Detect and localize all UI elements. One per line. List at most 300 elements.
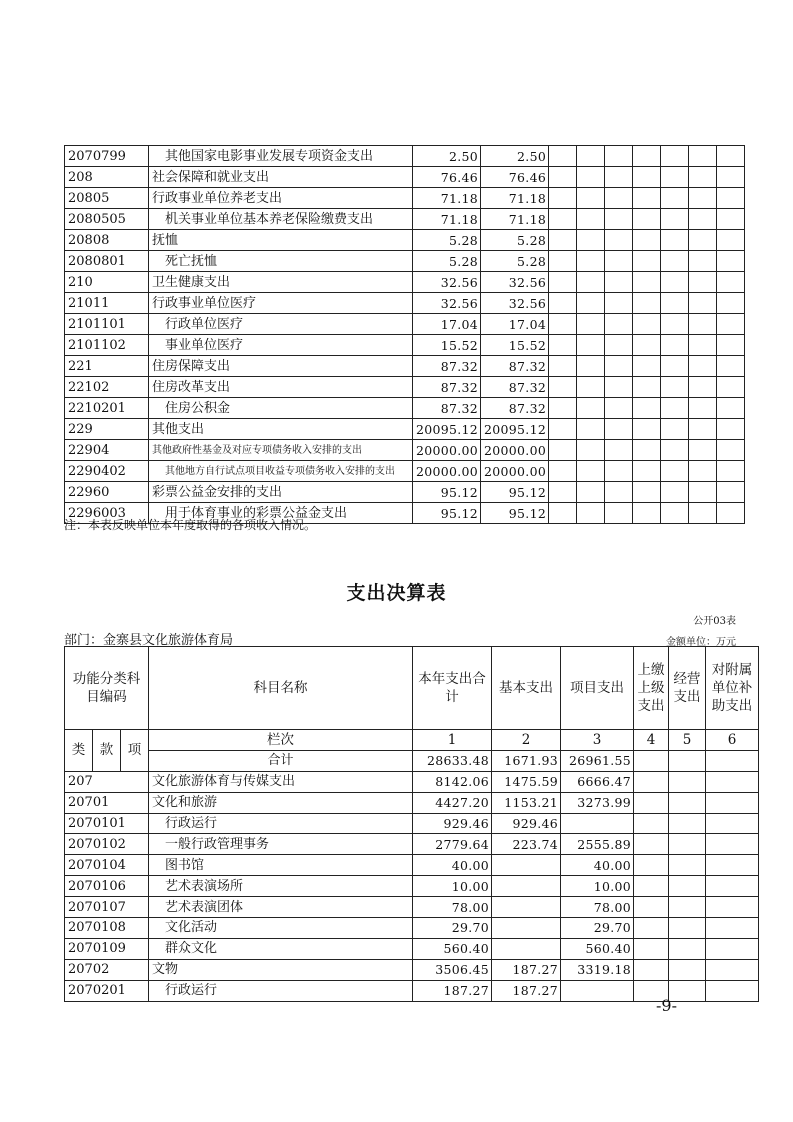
row-total: 4427.20 [413, 792, 492, 813]
row-name: 行政运行 [149, 980, 413, 1001]
empty-cell [549, 251, 577, 272]
row-name: 其他地方自行试点项目收益专项债务收入安排的支出 [149, 461, 413, 482]
header-subsidy: 对附属单位补助支出 [706, 647, 759, 730]
empty-cell [633, 251, 661, 272]
empty-cell [661, 356, 689, 377]
col-index-2: 2 [492, 730, 561, 751]
empty-cell [605, 377, 633, 398]
row-upper [634, 938, 669, 959]
empty-cell [717, 188, 745, 209]
empty-cell [717, 209, 745, 230]
row-name: 社会保障和就业支出 [149, 167, 413, 188]
empty-cell [605, 146, 633, 167]
empty-cell [661, 440, 689, 461]
row-subsidy [706, 897, 759, 918]
row-project [561, 813, 634, 834]
row-name: 其他国家电影事业发展专项资金支出 [149, 146, 413, 167]
row-upper [634, 771, 669, 792]
empty-cell [717, 335, 745, 356]
row-code: 207 [65, 771, 149, 792]
row-basic: 1475.59 [492, 771, 561, 792]
empty-cell [689, 377, 717, 398]
empty-cell [605, 335, 633, 356]
row-upper [634, 813, 669, 834]
empty-cell [633, 398, 661, 419]
row-name: 行政运行 [149, 813, 413, 834]
row-name: 一般行政管理事务 [149, 834, 413, 855]
empty-cell [577, 440, 605, 461]
table-row [65, 146, 745, 167]
row-amount-2: 2.50 [481, 146, 549, 167]
row-code: 22960 [65, 482, 149, 503]
empty-cell [717, 398, 745, 419]
row-project [561, 980, 634, 1001]
row-amount: 20000.00 [413, 440, 481, 461]
empty-cell [605, 461, 633, 482]
table-row [65, 377, 745, 398]
empty-cell [549, 188, 577, 209]
row-amount-2: 20000.00 [481, 461, 549, 482]
table-row [65, 167, 745, 188]
col-index-3: 3 [561, 730, 634, 751]
empty-cell [717, 146, 745, 167]
row-code: 20808 [65, 230, 149, 251]
row-name: 住房公积金 [149, 398, 413, 419]
row-amount-2: 95.12 [481, 503, 549, 524]
empty-cell [633, 230, 661, 251]
row-project: 29.70 [561, 918, 634, 939]
row-amount: 32.56 [413, 272, 481, 293]
header-project: 项目支出 [561, 647, 634, 730]
empty-cell [605, 398, 633, 419]
table-row [65, 188, 745, 209]
row-code: 2070201 [65, 980, 149, 1001]
row-code: 2101101 [65, 314, 149, 335]
empty-cell [577, 293, 605, 314]
empty-cell [689, 356, 717, 377]
row-code: 22102 [65, 377, 149, 398]
empty-cell [717, 356, 745, 377]
row-business [669, 938, 706, 959]
row-subsidy [706, 980, 759, 1001]
row-business [669, 771, 706, 792]
empty-cell [717, 482, 745, 503]
empty-cell [605, 272, 633, 293]
row-project: 3273.99 [561, 792, 634, 813]
row-amount-2: 87.32 [481, 377, 549, 398]
table-row [65, 461, 745, 482]
row-subsidy [706, 938, 759, 959]
table-row [65, 482, 745, 503]
row-subsidy [706, 813, 759, 834]
row-code: 21011 [65, 293, 149, 314]
empty-cell [661, 230, 689, 251]
empty-cell [661, 167, 689, 188]
table-row [65, 938, 759, 959]
row-name: 死亡抚恤 [149, 251, 413, 272]
empty-cell [549, 461, 577, 482]
empty-cell [633, 356, 661, 377]
page-title: 支出决算表 [346, 582, 447, 604]
row-name: 行政事业单位养老支出 [149, 188, 413, 209]
empty-cell [549, 293, 577, 314]
row-code: 2101102 [65, 335, 149, 356]
row-name: 文物 [149, 959, 413, 980]
row-amount-2: 20095.12 [481, 419, 549, 440]
col-index-4: 4 [634, 730, 669, 751]
row-amount: 71.18 [413, 209, 481, 230]
table-row [65, 356, 745, 377]
table-row [65, 272, 745, 293]
col-index-1: 1 [413, 730, 492, 751]
row-total: 29.70 [413, 918, 492, 939]
row-basic [492, 897, 561, 918]
row-basic [492, 918, 561, 939]
row-basic [492, 938, 561, 959]
table-row [65, 293, 745, 314]
row-subsidy [706, 771, 759, 792]
row-name: 事业单位医疗 [149, 335, 413, 356]
empty-cell [605, 167, 633, 188]
table-row [65, 792, 759, 813]
empty-cell [605, 419, 633, 440]
row-code: 2070107 [65, 897, 149, 918]
empty-cell [549, 314, 577, 335]
row-amount: 20095.12 [413, 419, 481, 440]
empty-cell [717, 377, 745, 398]
table-row [65, 959, 759, 980]
row-subsidy [706, 876, 759, 897]
row-business [669, 855, 706, 876]
row-code: 2210201 [65, 398, 149, 419]
row-project: 3319.18 [561, 959, 634, 980]
empty-cell [661, 314, 689, 335]
row-amount: 17.04 [413, 314, 481, 335]
row-amount: 87.32 [413, 356, 481, 377]
row-subsidy [706, 855, 759, 876]
empty-cell [549, 146, 577, 167]
row-project: 78.00 [561, 897, 634, 918]
row-name: 文化活动 [149, 918, 413, 939]
table-row [65, 335, 745, 356]
empty-cell [689, 167, 717, 188]
row-total: 187.27 [413, 980, 492, 1001]
row-amount-2: 20000.00 [481, 440, 549, 461]
row-amount-2: 32.56 [481, 293, 549, 314]
empty-cell [633, 440, 661, 461]
row-name: 群众文化 [149, 938, 413, 959]
empty-cell [633, 461, 661, 482]
row-basic [492, 876, 561, 897]
empty-cell [605, 356, 633, 377]
row-upper [634, 918, 669, 939]
empty-cell [689, 146, 717, 167]
row-project: 560.40 [561, 938, 634, 959]
header-upper: 上缴上级支出 [634, 647, 669, 730]
empty-cell [633, 314, 661, 335]
row-total: 8142.06 [413, 771, 492, 792]
empty-cell [661, 146, 689, 167]
row-name: 其他支出 [149, 419, 413, 440]
row-code: 221 [65, 356, 149, 377]
empty-cell [577, 146, 605, 167]
empty-cell [661, 377, 689, 398]
row-code: 208 [65, 167, 149, 188]
row-total: 10.00 [413, 876, 492, 897]
empty-cell [577, 461, 605, 482]
empty-cell [605, 440, 633, 461]
row-amount-2: 5.28 [481, 251, 549, 272]
empty-cell [577, 209, 605, 230]
table-row [65, 771, 759, 792]
row-code: 2070104 [65, 855, 149, 876]
empty-cell [661, 209, 689, 230]
empty-cell [689, 461, 717, 482]
row-code: 2290402 [65, 461, 149, 482]
empty-cell [605, 230, 633, 251]
sum-label: 合计 [149, 750, 413, 771]
row-name: 文化旅游体育与传媒支出 [149, 771, 413, 792]
empty-cell [549, 272, 577, 293]
empty-cell [689, 272, 717, 293]
empty-cell [577, 167, 605, 188]
amount-unit-label: 金额单位：万元 [666, 637, 736, 648]
row-total: 2779.64 [413, 834, 492, 855]
empty-cell [577, 272, 605, 293]
empty-cell [689, 209, 717, 230]
empty-cell [633, 419, 661, 440]
empty-cell [633, 293, 661, 314]
empty-cell [605, 188, 633, 209]
row-amount-2: 32.56 [481, 272, 549, 293]
empty-cell [717, 293, 745, 314]
row-name: 行政单位医疗 [149, 314, 413, 335]
sum-project: 26961.55 [561, 750, 634, 771]
table-row [65, 897, 759, 918]
row-amount: 32.56 [413, 293, 481, 314]
row-basic: 929.46 [492, 813, 561, 834]
income-table-continued [64, 145, 745, 524]
row-name: 彩票公益金安排的支出 [149, 482, 413, 503]
empty-cell [661, 335, 689, 356]
empty-cell [689, 398, 717, 419]
table-row [65, 876, 759, 897]
empty-cell [605, 503, 633, 524]
empty-cell [577, 335, 605, 356]
empty-cell [689, 335, 717, 356]
row-name: 住房保障支出 [149, 356, 413, 377]
header-code: 功能分类科目编码 [65, 647, 149, 730]
empty-cell [633, 482, 661, 503]
header-business: 经营支出 [669, 647, 706, 730]
row-subsidy [706, 918, 759, 939]
empty-cell [633, 272, 661, 293]
empty-cell [633, 209, 661, 230]
table-row [65, 209, 745, 230]
row-code: 2080801 [65, 251, 149, 272]
row-name: 艺术表演团体 [149, 897, 413, 918]
empty-cell [577, 188, 605, 209]
row-basic: 187.27 [492, 980, 561, 1001]
header-xiang: 项 [121, 730, 149, 772]
row-total: 929.46 [413, 813, 492, 834]
row-business [669, 813, 706, 834]
empty-cell [689, 314, 717, 335]
row-code: 2296003 [65, 503, 149, 524]
row-amount: 5.28 [413, 230, 481, 251]
empty-cell [549, 398, 577, 419]
empty-cell [661, 482, 689, 503]
row-code: 20701 [65, 792, 149, 813]
empty-cell [661, 293, 689, 314]
row-code: 20702 [65, 959, 149, 980]
sum-subsidy [706, 750, 759, 771]
empty-cell [661, 461, 689, 482]
table-row [65, 398, 745, 419]
row-upper [634, 897, 669, 918]
empty-cell [549, 482, 577, 503]
sum-basic: 1671.93 [492, 750, 561, 771]
row-business [669, 834, 706, 855]
row-amount-2: 17.04 [481, 314, 549, 335]
row-amount: 71.18 [413, 188, 481, 209]
form-number: 公开03表 [693, 616, 736, 627]
empty-cell [549, 440, 577, 461]
row-name: 行政事业单位医疗 [149, 293, 413, 314]
row-code: 2080505 [65, 209, 149, 230]
row-code: 20805 [65, 188, 149, 209]
empty-cell [577, 356, 605, 377]
table-row [65, 813, 759, 834]
empty-cell [689, 230, 717, 251]
empty-cell [661, 503, 689, 524]
empty-cell [717, 272, 745, 293]
table-row [65, 855, 759, 876]
empty-cell [689, 482, 717, 503]
row-name: 卫生健康支出 [149, 272, 413, 293]
empty-cell [549, 377, 577, 398]
empty-cell [549, 335, 577, 356]
department-label: 部门：金寨县文化旅游体育局 [64, 633, 234, 648]
row-subsidy [706, 959, 759, 980]
row-total: 78.00 [413, 897, 492, 918]
empty-cell [717, 461, 745, 482]
empty-cell [605, 482, 633, 503]
row-code: 2070799 [65, 146, 149, 167]
empty-cell [717, 440, 745, 461]
table-row [65, 980, 759, 1001]
empty-cell [661, 419, 689, 440]
empty-cell [661, 272, 689, 293]
expenditure-table [64, 646, 759, 1002]
table-row [65, 918, 759, 939]
row-basic: 187.27 [492, 959, 561, 980]
row-name: 机关事业单位基本养老保险缴费支出 [149, 209, 413, 230]
row-amount: 15.52 [413, 335, 481, 356]
empty-cell [689, 251, 717, 272]
column-index-row [65, 730, 759, 751]
empty-cell [605, 251, 633, 272]
row-code: 2070108 [65, 918, 149, 939]
empty-cell [717, 503, 745, 524]
empty-cell [605, 293, 633, 314]
empty-cell [549, 419, 577, 440]
header-total: 本年支出合计 [413, 647, 492, 730]
row-upper [634, 959, 669, 980]
row-amount: 5.28 [413, 251, 481, 272]
row-amount: 95.12 [413, 503, 481, 524]
row-name: 艺术表演场所 [149, 876, 413, 897]
table-note: 注：本表反映单位本年度取得的各项收入情况。 [64, 518, 317, 532]
header-basic: 基本支出 [492, 647, 561, 730]
empty-cell [549, 503, 577, 524]
page-number: -9- [656, 996, 677, 1015]
row-amount-2: 71.18 [481, 188, 549, 209]
sum-total: 28633.48 [413, 750, 492, 771]
empty-cell [605, 314, 633, 335]
empty-cell [689, 188, 717, 209]
row-code: 229 [65, 419, 149, 440]
row-project: 6666.47 [561, 771, 634, 792]
empty-cell [549, 209, 577, 230]
empty-cell [633, 167, 661, 188]
row-amount-2: 76.46 [481, 167, 549, 188]
empty-cell [717, 251, 745, 272]
empty-cell [717, 167, 745, 188]
empty-cell [689, 503, 717, 524]
table-row [65, 230, 745, 251]
row-name: 其他政府性基金及对应专项债务收入安排的支出 [149, 440, 413, 461]
empty-cell [633, 503, 661, 524]
row-business [669, 897, 706, 918]
empty-cell [577, 419, 605, 440]
row-upper [634, 876, 669, 897]
row-amount: 87.32 [413, 377, 481, 398]
row-upper [634, 855, 669, 876]
row-business [669, 876, 706, 897]
row-amount-2: 15.52 [481, 335, 549, 356]
empty-cell [661, 188, 689, 209]
row-total: 40.00 [413, 855, 492, 876]
empty-cell [577, 230, 605, 251]
row-subsidy [706, 792, 759, 813]
row-amount-2: 95.12 [481, 482, 549, 503]
row-project: 40.00 [561, 855, 634, 876]
empty-cell [689, 293, 717, 314]
row-subsidy [706, 834, 759, 855]
empty-cell [577, 314, 605, 335]
row-amount: 87.32 [413, 398, 481, 419]
row-code: 210 [65, 272, 149, 293]
table-row [65, 419, 745, 440]
row-name: 图书馆 [149, 855, 413, 876]
row-code: 22904 [65, 440, 149, 461]
col-index-5: 5 [669, 730, 706, 751]
empty-cell [549, 167, 577, 188]
row-upper [634, 834, 669, 855]
sum-business [669, 750, 706, 771]
empty-cell [577, 503, 605, 524]
row-business [669, 959, 706, 980]
table-row [65, 834, 759, 855]
row-project: 10.00 [561, 876, 634, 897]
empty-cell [717, 419, 745, 440]
row-amount-2: 5.28 [481, 230, 549, 251]
empty-cell [577, 251, 605, 272]
row-code: 2070109 [65, 938, 149, 959]
row-project: 2555.89 [561, 834, 634, 855]
empty-cell [689, 419, 717, 440]
